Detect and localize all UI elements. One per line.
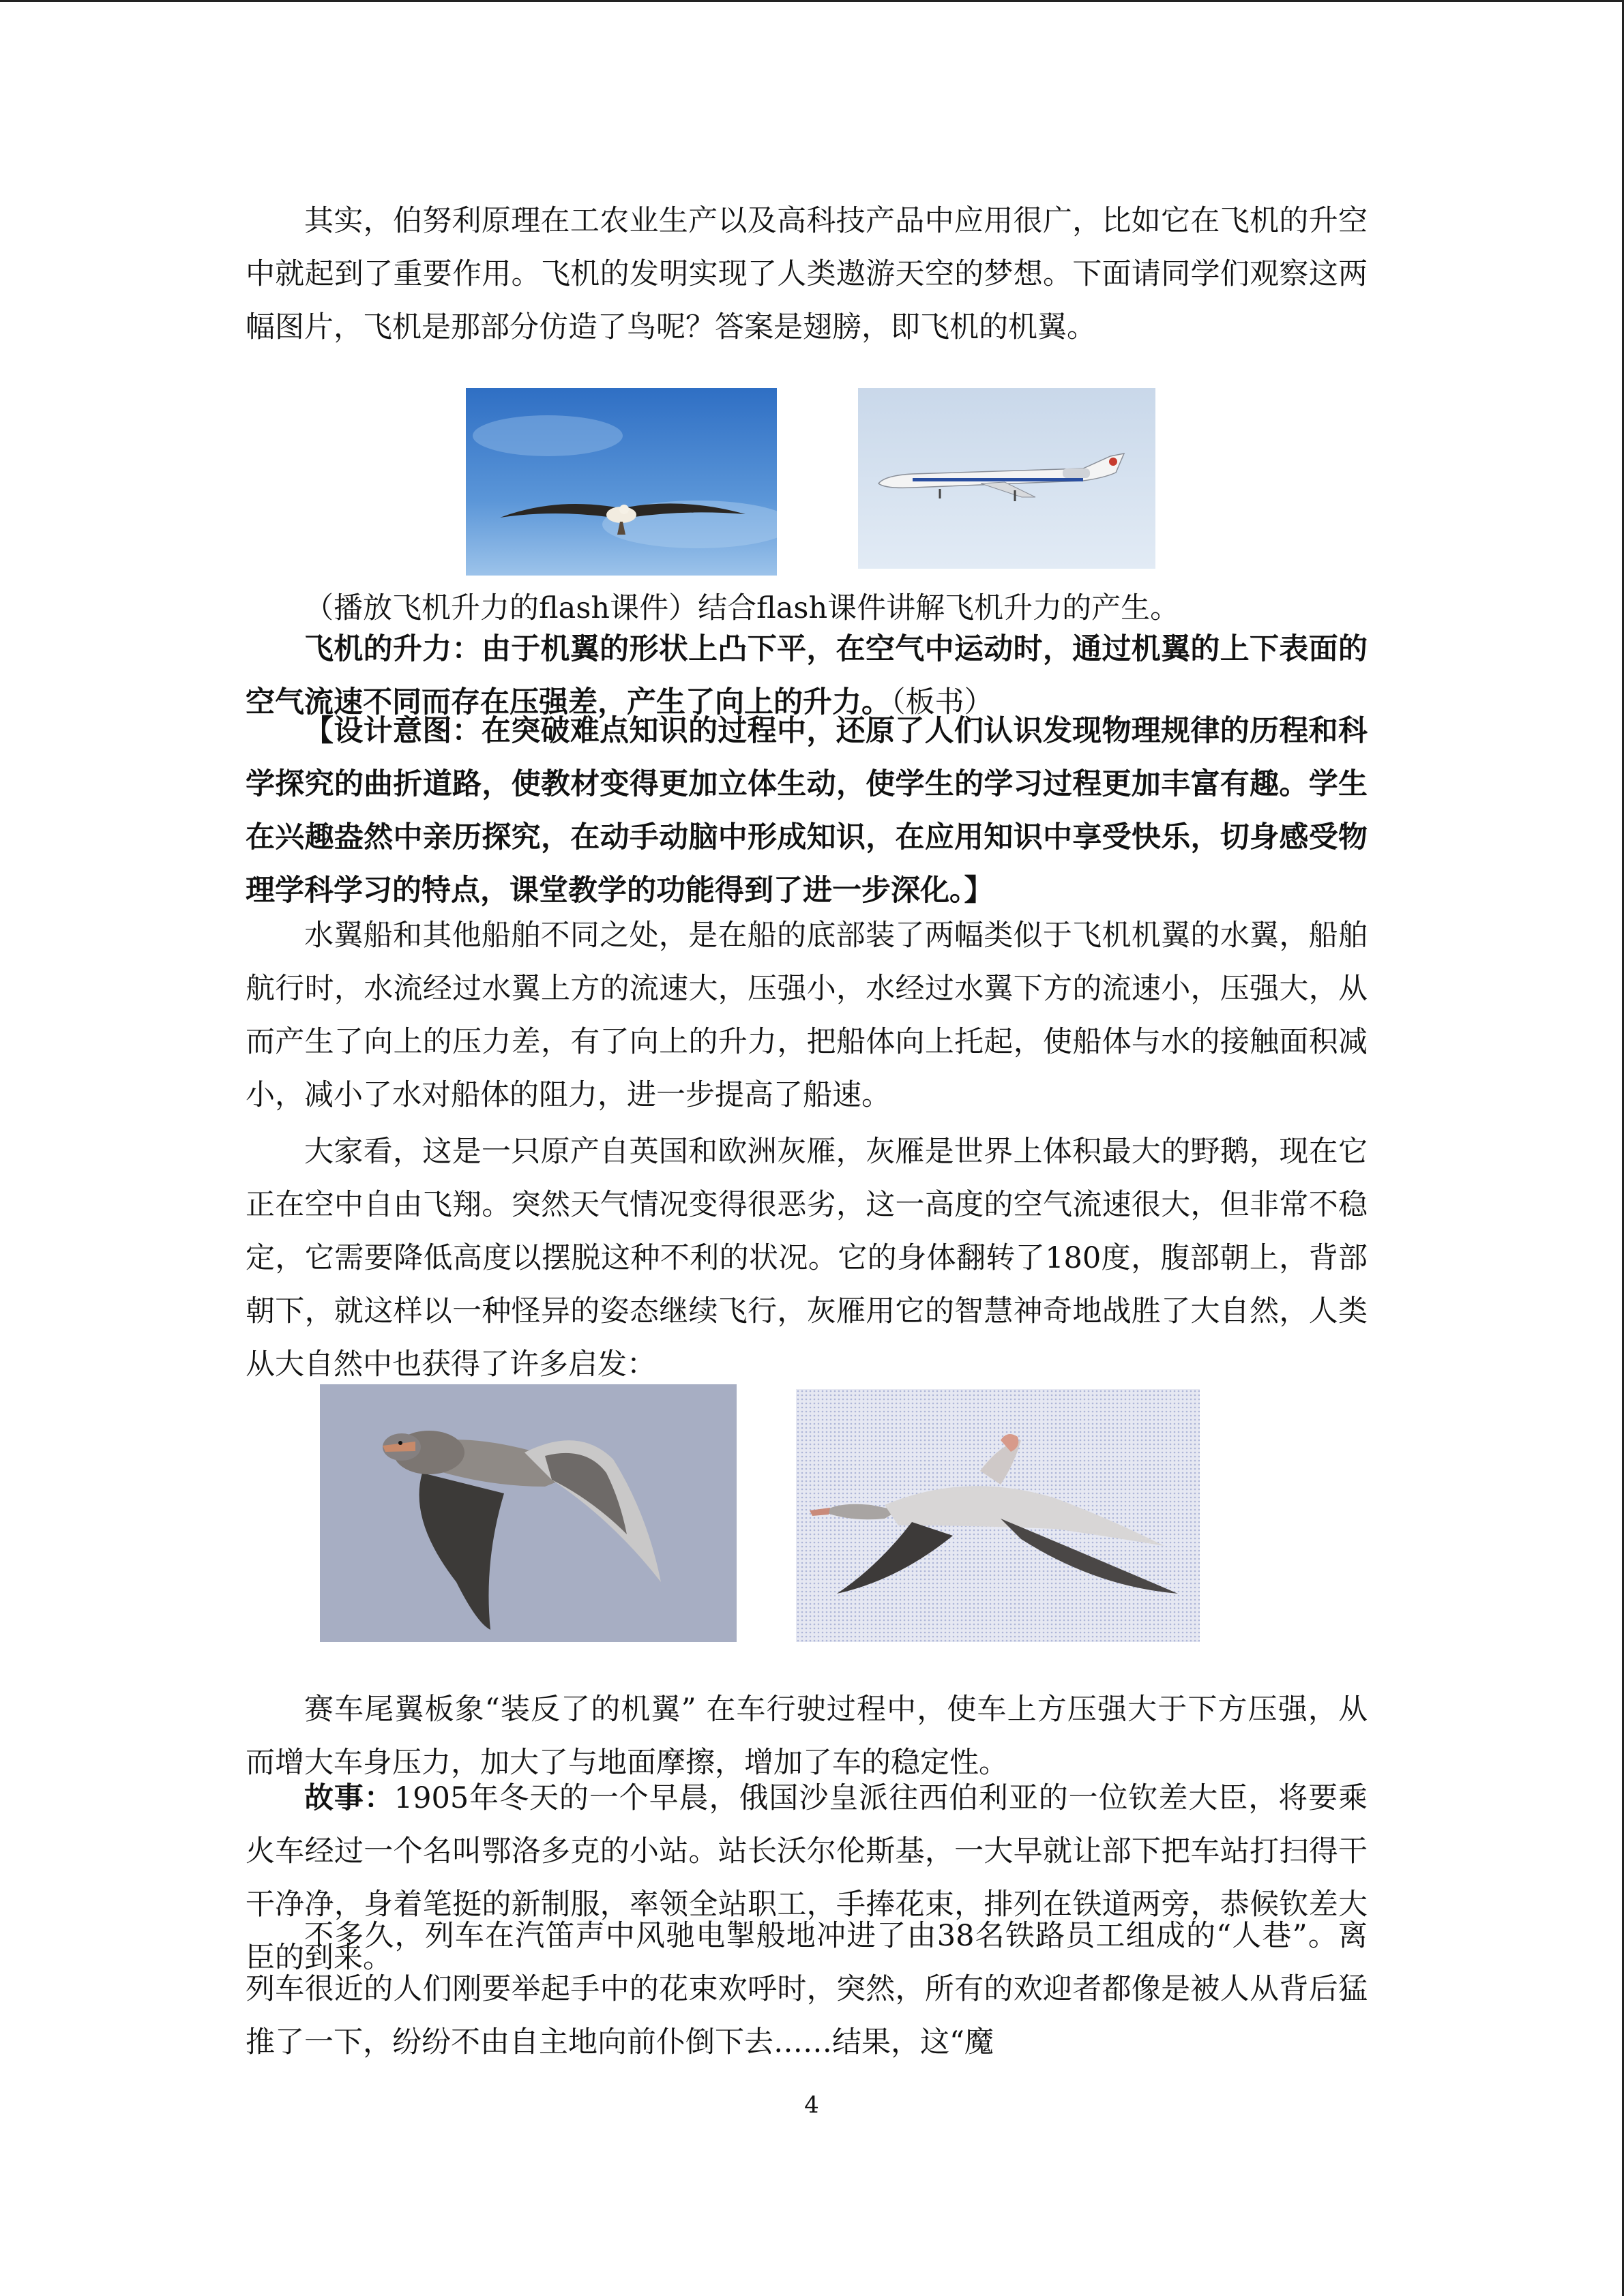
paragraph-hydrofoil: 水翼船和其他船舶不同之处，是在船的底部装了两幅类似于飞机机翼的水翼，船舶航行时，水流经过水翼上方的流速大，压强小，水经过水翼下方的流速小，压强大，从而产生了向上的压力差，有了向上的升力，把船体向上托起，使船体与水的接触面积减小，减小了水对船体的阻力，进一步提高了船速。: [246, 919, 1368, 1112]
paragraph-greylag-goose: 大家看，这是一只原产自英国和欧洲灰雁，灰雁是世界上体积最大的野鹅，现在它正在空中自由飞翔。突然天气情况变得很恶劣，这一高度的空气流速很大，但非常不稳定，它需要降低高度以摆脱这种不利的状况。它的身体翻转了180度，腹部朝上，背部朝下，就这样以一种怪异的姿态继续飞行，灰雁用它的智慧神奇地战胜了大自然，人类从大自然中也获得了许多启发：: [246, 1135, 1368, 1382]
greylag-goose-photo: [320, 1384, 737, 1642]
paragraph-race-car-spoiler: 赛车尾翼板象“装反了的机翼” 在车行驶过程中，使车上方压强大于下方压强，从而增大车身压力，加大了与地面摩擦，增加了车的稳定性。: [246, 1693, 1368, 1780]
flying-bird-photo: [466, 388, 777, 576]
inverted-goose-photo: [796, 1389, 1200, 1642]
page-border-top: [0, 0, 1624, 2]
board-note: （板书）: [891, 685, 994, 719]
story-label: 故事：: [304, 1781, 394, 1815]
airplane-photo: [858, 388, 1155, 569]
lift-definition-text: 飞机的升力：由于机翼的形状上凸下平，在空气中运动时，通过机翼的上下表面的空气流速不同而存在压强差，产生了向上的升力。: [246, 632, 1368, 719]
story-text: 1905年冬天的一个早晨，俄国沙皇派往西伯利亚的一位钦差大臣，将要乘火车经过一个名叫鄂洛多克的小站。站长沃尔伦斯基，一大早就让部下把车站打扫得干干净净，身着笔挺的新制服，率领全站职工，手捧花束，排列在铁道两旁，恭候钦差大臣的到来。: [246, 1781, 1368, 1975]
paragraph-flash-courseware: （播放飞机升力的flash课件）结合flash课件讲解飞机升力的产生。: [304, 591, 1180, 625]
page-number: 4: [804, 2091, 819, 2119]
paragraph-bernoulli-intro: 其实，伯努利原理在工农业生产以及高科技产品中应用很广，比如它在飞机的升空中就起到了重要作用。飞机的发明实现了人类遨游天空的梦想。下面请同学们观察这两幅图片，飞机是那部分仿造了鸟呢？答案是翅膀，即飞机的机翼。: [246, 204, 1368, 344]
paragraph-train-story: 不多久，列车在汽笛声中风驰电掣般地冲进了由38名铁路员工组成的“人巷”。离列车很近的人们刚要举起手中的花束欢呼时，突然，所有的欢迎者都像是被人从背后猛推了一下，纷纷不由自主地向前仆倒下去……结果，这“魔: [246, 1919, 1368, 2059]
paragraph-design-intent: 【设计意图：在突破难点知识的过程中，还原了人们认识发现物理规律的历程和科学探究的曲折道路，使教材变得更加立体生动，使学生的学习过程更加丰富有趣。学生在兴趣盎然中亲历探究，在动手动脑中形成知识，在应用知识中享受快乐，切身感受物理学科学习的特点，课堂教学的功能得到了进一步深化。】: [246, 714, 1368, 908]
